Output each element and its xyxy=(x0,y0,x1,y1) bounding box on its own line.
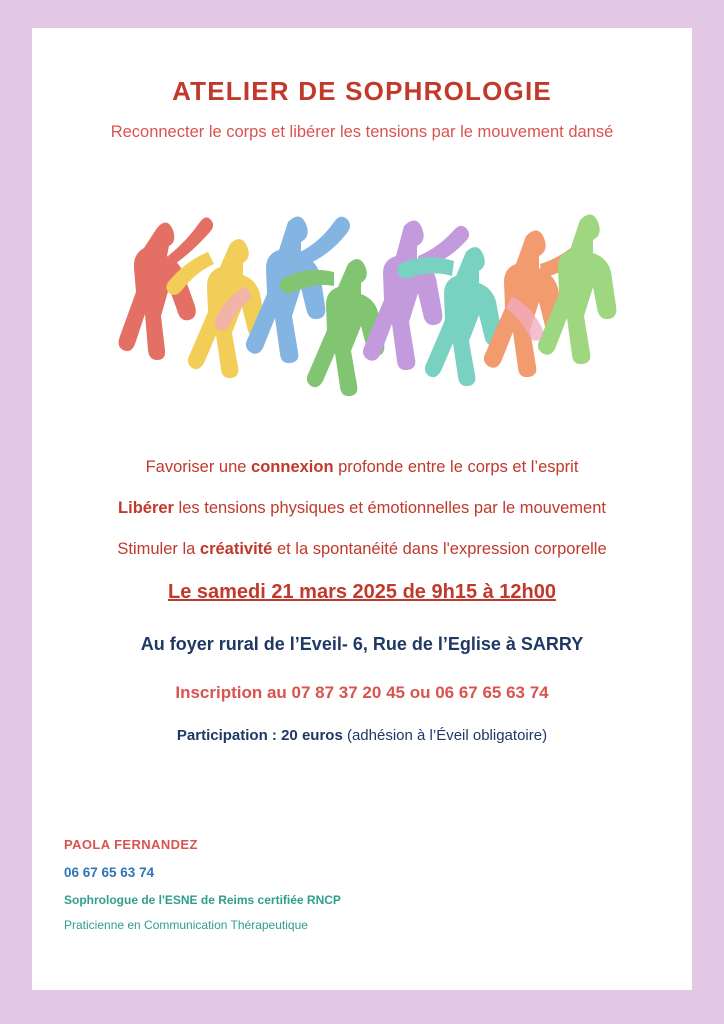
benefits-list xyxy=(32,458,692,559)
participation-fee-note: (adhésion à l’Éveil obligatoire) xyxy=(342,727,548,744)
benefit-text-post: profonde entre le corps et l’esprit xyxy=(333,458,579,476)
benefit-text-post: les tensions physiques et émotionnelles par le mouvement xyxy=(173,499,606,517)
benefit-item xyxy=(32,499,692,518)
organizer-phone: 06 67 65 63 74 xyxy=(64,865,155,880)
poster-sheet xyxy=(32,28,692,990)
poster-subtitle: Reconnecter le corps et libérer les tensions par le mouvement dansé xyxy=(110,123,614,141)
organizer-name: PAOLA FERNANDEZ xyxy=(64,837,198,852)
benefit-text-strong: connexion xyxy=(251,458,334,476)
registration-contact: Inscription au 07 87 37 20 45 ou 06 67 65 63 74 xyxy=(175,683,549,702)
event-location: Au foyer rural de l’Eveil- 6, Rue de l’Eglise à SARRY xyxy=(140,634,584,654)
organizer-footer xyxy=(64,837,341,932)
benefit-item xyxy=(32,458,692,477)
benefit-item xyxy=(32,540,692,559)
benefit-text-strong: Libérer xyxy=(118,499,174,517)
page-title: ATELIER DE SOPHROLOGIE xyxy=(172,76,552,106)
benefit-text-pre: Favoriser une xyxy=(145,458,252,476)
benefit-text-post: et la spontanéité dans l'expression corporelle xyxy=(272,540,607,558)
participation-fee xyxy=(32,727,692,744)
event-date: Le samedi 21 mars 2025 de 9h15 à 12h00 xyxy=(167,581,557,603)
benefit-text-pre: Stimuler la xyxy=(117,540,200,558)
dancing-figures-illustration xyxy=(102,168,622,398)
organizer-credential: Sophrologue de l'ESNE de Reims certifiée RNCP xyxy=(64,893,341,907)
benefit-text-strong: créativité xyxy=(199,540,273,558)
organizer-specialty: Praticienne en Communication Thérapeutique xyxy=(64,918,308,932)
participation-fee-amount: Participation : 20 euros xyxy=(176,727,343,744)
